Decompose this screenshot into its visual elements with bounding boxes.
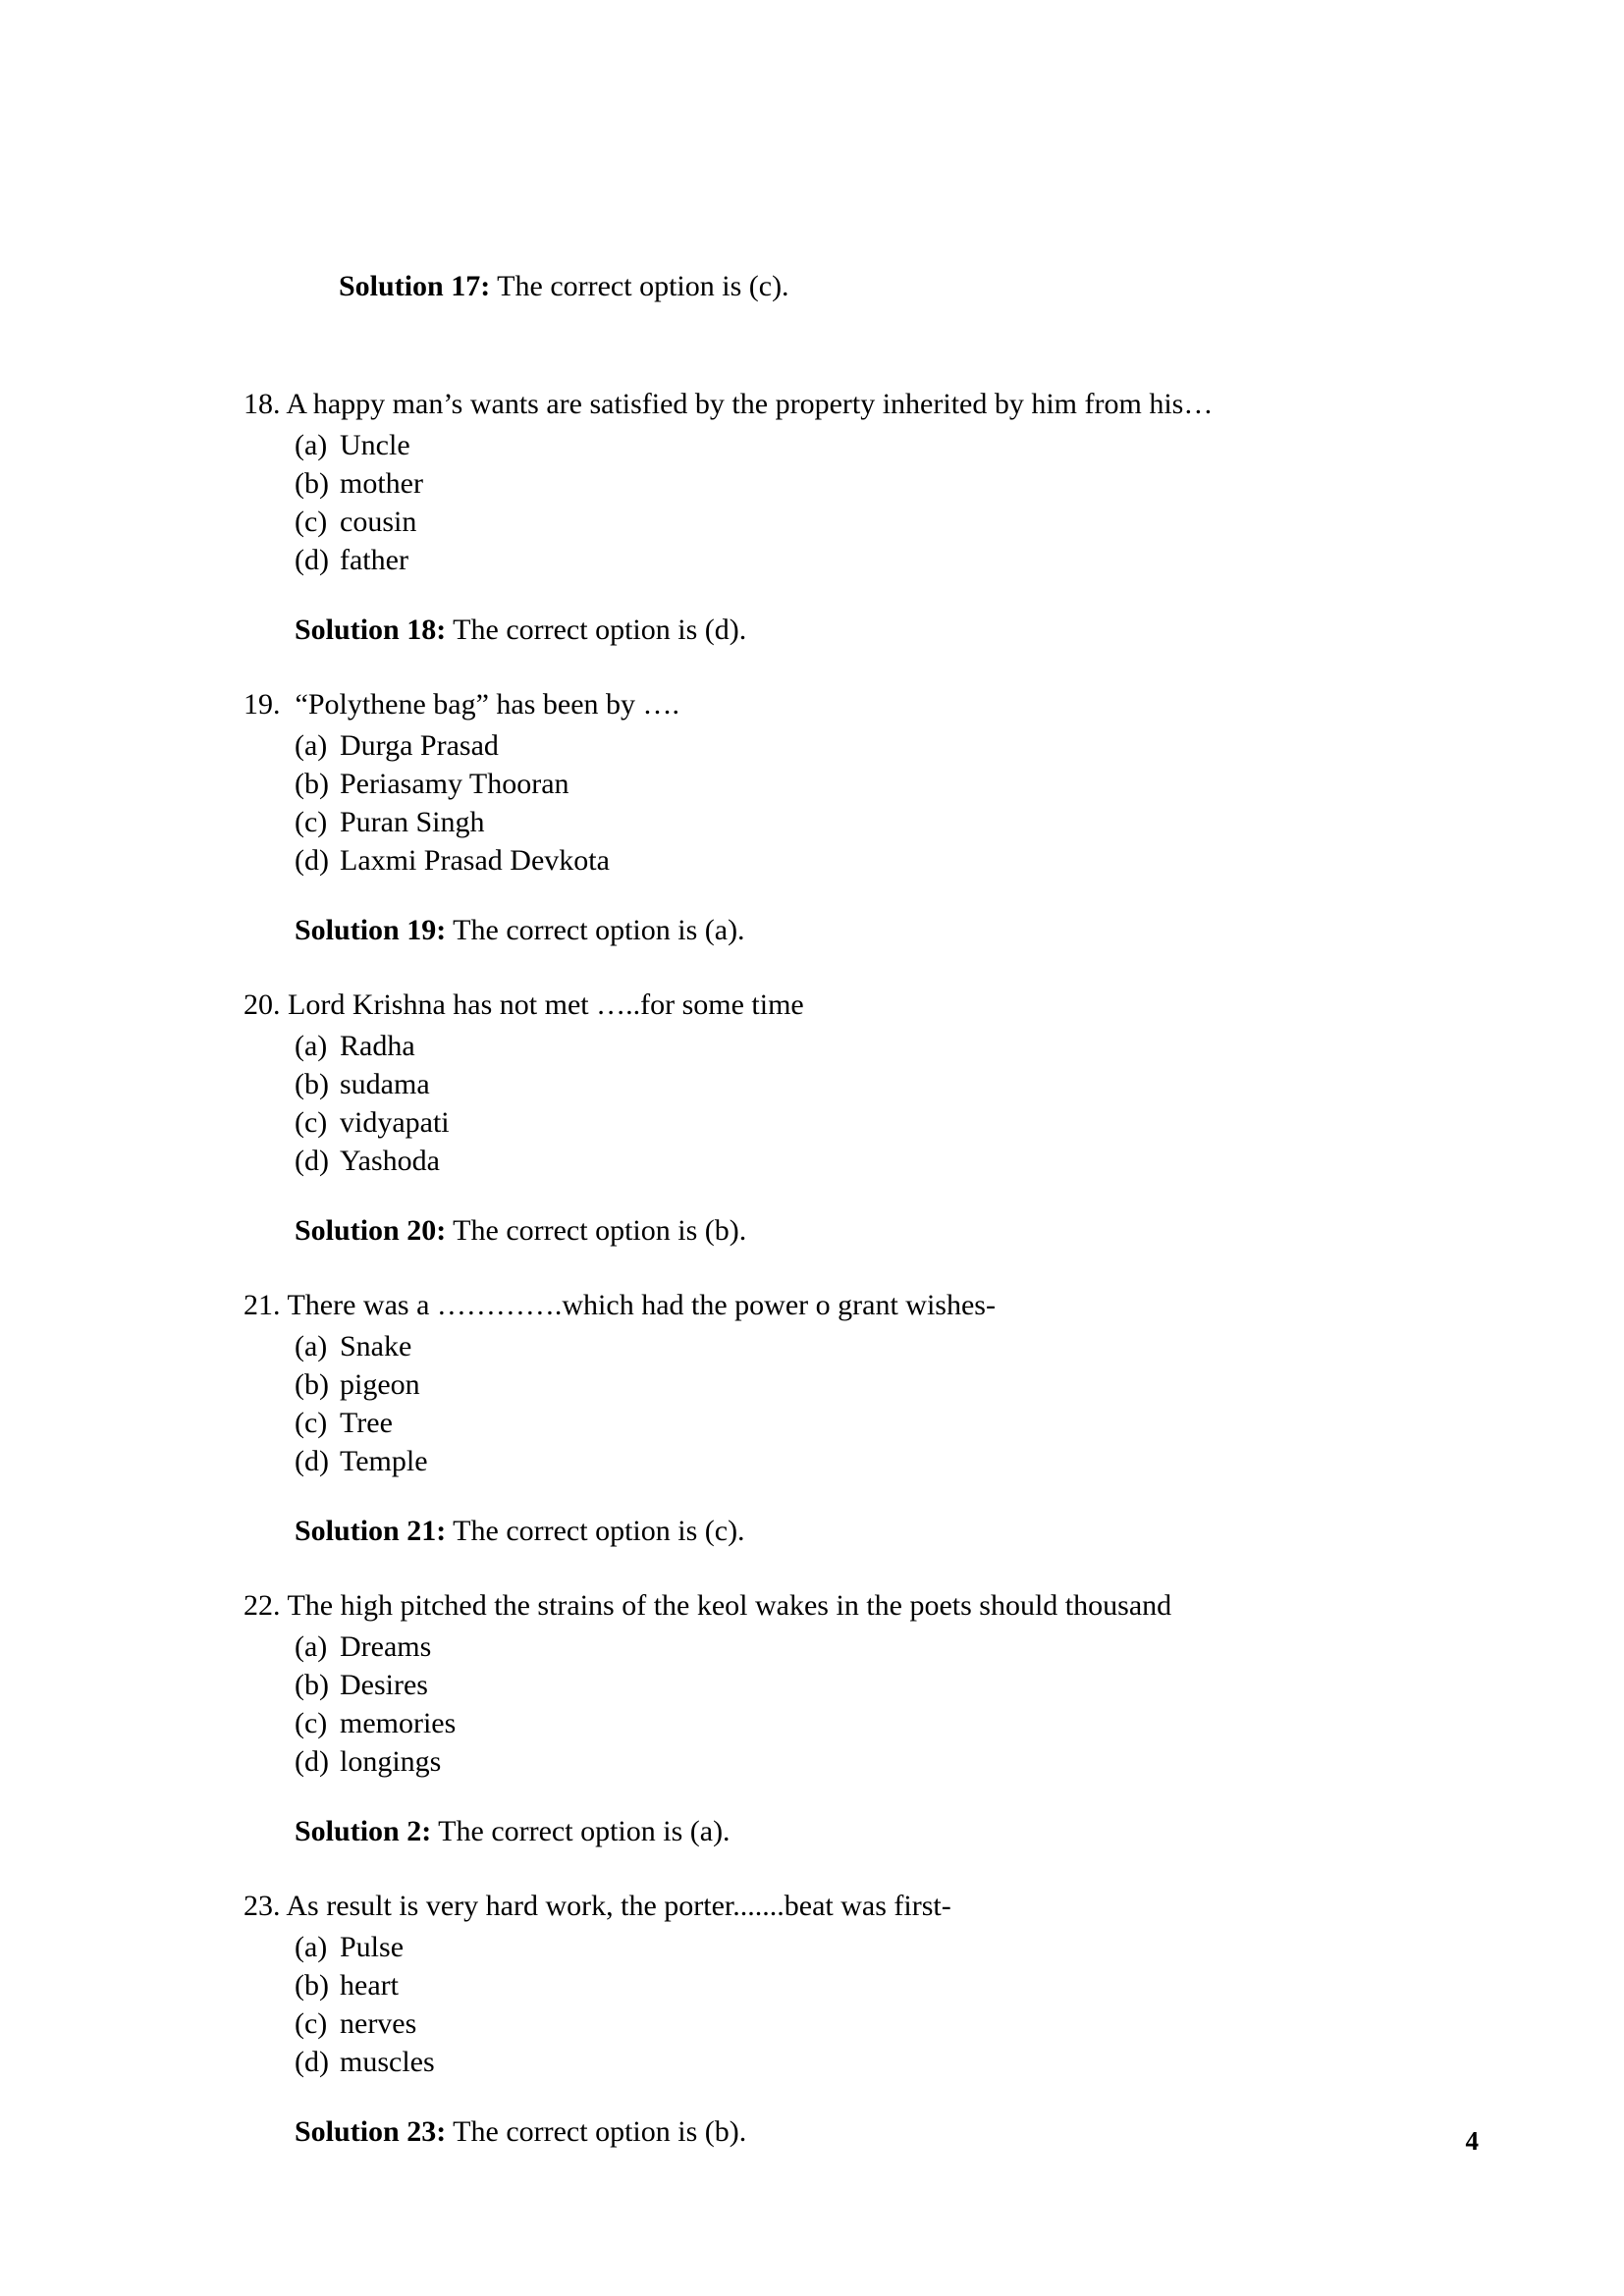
question-number: 21. [244, 1289, 281, 1321]
solution-gap [0, 952, 1624, 984]
question-number: 18. [244, 388, 281, 420]
question-stem [0, 1284, 1624, 1327]
option-list [0, 1027, 1624, 1180]
options-gap [0, 1180, 1624, 1209]
question-number: 19. [244, 688, 281, 721]
option-key: (c) [295, 1106, 328, 1139]
solution-line [0, 1510, 1624, 1553]
solution-text: The correct option is (b). [446, 2115, 747, 2148]
solution-gap [0, 351, 1624, 383]
option-item[interactable] [0, 1065, 1624, 1103]
option-list [0, 1327, 1624, 1480]
option-item[interactable] [0, 765, 1624, 803]
question-stem [0, 383, 1624, 426]
solution-gap [0, 1253, 1624, 1284]
option-key: (a) [295, 1030, 328, 1062]
option-item[interactable] [0, 1742, 1624, 1781]
solution-text: The correct option is (c). [446, 1515, 745, 1547]
option-list [0, 726, 1624, 880]
question-block [0, 984, 1624, 1284]
question-text: Lord Krishna has not met …..for some time [288, 988, 804, 1021]
option-item[interactable] [0, 1966, 1624, 2004]
option-key: (c) [295, 1407, 328, 1439]
options-gap [0, 1480, 1624, 1510]
solution-gap [0, 1853, 1624, 1885]
question-block [0, 1284, 1624, 1584]
option-key: (a) [295, 429, 328, 461]
option-item[interactable] [0, 1928, 1624, 1966]
question-text: A happy man’s wants are satisfied by the property inherited by him from his… [286, 388, 1214, 420]
solution-line [0, 1209, 1624, 1253]
option-item[interactable] [0, 841, 1624, 880]
option-key: (b) [295, 467, 329, 500]
option-key: (d) [295, 1145, 329, 1177]
question-text: The high pitched the strains of the keol wakes in the poets should thousand [287, 1589, 1172, 1622]
question-stem [0, 984, 1624, 1027]
option-text: Dreams [340, 1630, 432, 1663]
option-key: (b) [295, 1068, 329, 1100]
question-number-space [281, 988, 289, 1021]
option-key: (d) [295, 844, 329, 877]
option-key: (d) [295, 1445, 329, 1477]
question-text: As result is very hard work, the porter.......beat was first- [286, 1890, 951, 1922]
option-item[interactable] [0, 1027, 1624, 1065]
question-block [0, 683, 1624, 984]
questions-container [0, 383, 1624, 2185]
solution-text: The correct option is (a). [446, 914, 745, 946]
option-text: Tree [340, 1407, 393, 1439]
solution-line-17 [0, 222, 1624, 351]
options-gap [0, 579, 1624, 609]
option-item[interactable] [0, 1103, 1624, 1142]
option-item[interactable] [0, 541, 1624, 579]
option-key: (a) [295, 729, 328, 762]
top-margin-spacer [0, 0, 1624, 222]
solution-text: The correct option is (c). [490, 270, 789, 302]
option-item[interactable] [0, 2004, 1624, 2043]
option-text: pigeon [340, 1368, 420, 1401]
option-item[interactable] [0, 1666, 1624, 1704]
option-key: (d) [295, 2046, 329, 2078]
option-text: vidyapati [340, 1106, 450, 1139]
option-key: (b) [295, 1368, 329, 1401]
question-block [0, 1885, 1624, 2185]
option-item[interactable] [0, 1704, 1624, 1742]
option-key: (a) [295, 1330, 328, 1362]
option-text: memories [340, 1707, 457, 1739]
option-item[interactable] [0, 1628, 1624, 1666]
options-gap [0, 880, 1624, 909]
option-key: (b) [295, 1969, 329, 2002]
question-number: 23. [244, 1890, 281, 1922]
option-text: nerves [340, 2007, 417, 2040]
option-text: sudama [340, 1068, 430, 1100]
option-key: (a) [295, 1630, 328, 1663]
option-item[interactable] [0, 1142, 1624, 1180]
option-text: Periasamy Thooran [340, 768, 569, 800]
option-key: (b) [295, 1669, 329, 1701]
question-text: “Polythene bag” has been by …. [295, 688, 680, 721]
option-key: (c) [295, 506, 328, 538]
solution-gap [0, 652, 1624, 683]
option-key: (a) [295, 1931, 328, 1963]
option-text: mother [340, 467, 423, 500]
option-item[interactable] [0, 726, 1624, 765]
option-item[interactable] [0, 803, 1624, 841]
solution-label: Solution 23: [295, 2115, 447, 2148]
option-text: cousin [340, 506, 417, 538]
option-item[interactable] [0, 1404, 1624, 1442]
option-item[interactable] [0, 1327, 1624, 1365]
question-number: 22. [244, 1589, 281, 1622]
solution-label: Solution 2: [295, 1815, 432, 1847]
solution-line [0, 609, 1624, 652]
options-gap [0, 2081, 1624, 2110]
solution-label: Solution 17: [339, 270, 491, 302]
option-list [0, 1628, 1624, 1781]
option-key: (c) [295, 806, 328, 838]
solution-label: Solution 18: [295, 614, 447, 646]
option-text: Uncle [340, 429, 410, 461]
option-key: (c) [295, 1707, 328, 1739]
solution-text: The correct option is (b). [446, 1214, 747, 1247]
option-key: (b) [295, 768, 329, 800]
option-key: (d) [295, 544, 329, 576]
option-text: Snake [340, 1330, 412, 1362]
option-text: Puran Singh [340, 806, 485, 838]
option-text: father [340, 544, 408, 576]
option-item[interactable] [0, 1442, 1624, 1480]
option-text: muscles [340, 2046, 435, 2078]
option-text: Laxmi Prasad Devkota [340, 844, 610, 877]
option-text: longings [340, 1745, 442, 1778]
solution-label: Solution 20: [295, 1214, 447, 1247]
question-block [0, 1584, 1624, 1885]
option-text: heart [340, 1969, 399, 2002]
solution-text: The correct option is (d). [446, 614, 747, 646]
option-list [0, 1928, 1624, 2081]
question-block [0, 383, 1624, 683]
option-text: Durga Prasad [340, 729, 499, 762]
option-item[interactable] [0, 1365, 1624, 1404]
solution-text: The correct option is (a). [431, 1815, 731, 1847]
option-item[interactable] [0, 426, 1624, 464]
question-stem [0, 683, 1624, 726]
option-text: Radha [340, 1030, 415, 1062]
question-stem [0, 1885, 1624, 1928]
solution-label: Solution 21: [295, 1515, 447, 1547]
option-text: Yashoda [340, 1145, 440, 1177]
option-item[interactable] [0, 2043, 1624, 2081]
option-text: Pulse [340, 1931, 405, 1963]
question-stem [0, 1584, 1624, 1628]
options-gap [0, 1781, 1624, 1810]
solution-line [0, 1810, 1624, 1853]
page-number: 4 [1465, 2126, 1479, 2156]
option-item[interactable] [0, 503, 1624, 541]
option-key: (d) [295, 1745, 329, 1778]
question-text: There was a ………….which had the power o grant wishes- [287, 1289, 996, 1321]
solution-line [0, 909, 1624, 952]
option-list [0, 426, 1624, 579]
solution-line [0, 2110, 1624, 2154]
option-key: (c) [295, 2007, 328, 2040]
option-text: Desires [340, 1669, 428, 1701]
solution-label: Solution 19: [295, 914, 447, 946]
option-item[interactable] [0, 464, 1624, 503]
solution-gap [0, 1553, 1624, 1584]
solution-gap [0, 2154, 1624, 2185]
question-number: 20. [244, 988, 281, 1021]
option-text: Temple [340, 1445, 428, 1477]
question-number-space [281, 688, 296, 721]
